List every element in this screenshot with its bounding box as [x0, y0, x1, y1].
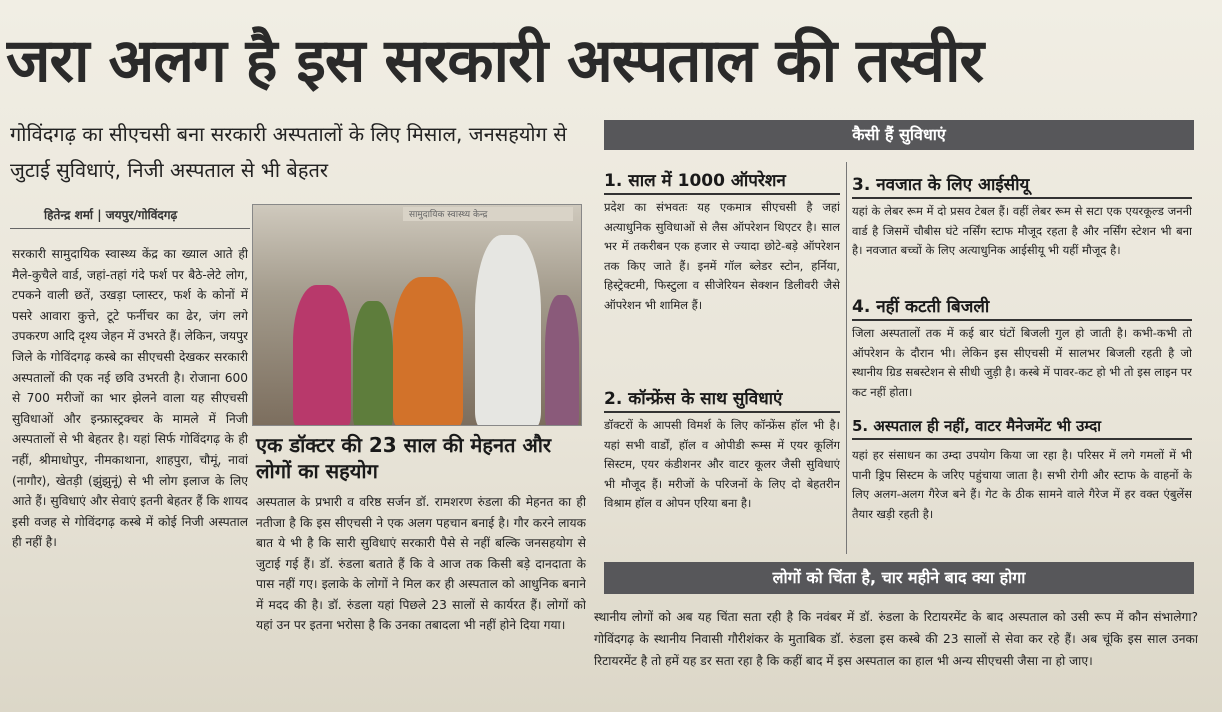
facilities-title-bar: कैसी हैं सुविधाएं [604, 120, 1194, 150]
photo-figure-woman-green [353, 301, 393, 426]
section-3-text: यहां के लेबर रूम में दो प्रसव टेबल हैं। वहीं लेबर रूम से सटा एक एयरकूल्ड जननी वार्ड है जिसमें चौबीस घंटे नर्सिंग स्टाफ मौजूद रहता है और नर्सिंग स्टेशन भी बना है। नवजात बच्चों के लिए अत्याधुनिक आईसीयू भी यहीं मौजूद है। [852, 204, 1192, 258]
section-1-heading: 1. साल में 1000 ऑपरेशन [604, 168, 840, 195]
section-5-text: यहां हर संसाधन का उम्दा उपयोग किया जा रहा है। परिसर में लगे गमलों में भी पानी ड्रिप सिस्टम के जरिए पहुंचाया जाता है। सभी रोगी और स्टाफ के वाहनों के लिए अलग-अलग गैरेज बने हैं। गेट के ठीक सामने वाले गैरेज में हर वक्त एंबुलेंस तैयार खड़ी रहती है। [852, 448, 1192, 521]
news-photo [252, 204, 582, 426]
section-2-text: डॉक्टरों के आपसी विमर्श के लिए कॉन्फ्रेंस हॉल भी है। यहां सभी वार्डों, हॉल व ओपीडी रूम्स में एयर कूलिंग सिस्टम, एयर कंडीशनर और वाटर कूलर जैसी सुविधाएं भी मौजूद हैं। मरीजों के परिजनों के लिए दो बेहतरीन विश्राम हॉल व ओपन एरिया बना है। [604, 418, 840, 511]
worry-title-bar: लोगों को चिंता है, चार महीने बाद क्या होगा [604, 562, 1194, 594]
photo-building-sign: सामुदायिक स्वास्थ्य केन्द्र [403, 207, 573, 221]
byline-divider [10, 228, 250, 229]
section-3-heading: 3. नवजात के लिए आईसीयू [852, 172, 1192, 199]
doctor-story-text: अस्पताल के प्रभारी व वरिष्ठ सर्जन डॉ. रामशरण रुंडला की मेहनत का ही नतीजा है कि इस सीएचसी ने एक अलग पहचान बनाई है। गौर करने लायक बात ये भी है कि सारी सुविधाएं सरकारी पैसे से नहीं बल्कि जनसहयोग से जुटाई गई हैं। डॉ. रुंडला बताते हैं कि वे आज तक किसी बड़े दानदाता के पास नहीं गए। इलाके के लोगों ने मिल कर ही अस्पताल को आधुनिक बनाने में मदद की है। डॉ. रुंडला यहां पिछले 23 सालों से कार्यरत हैं। लोगों को यहां उन पर इतना भरोसा है कि उनका तबादला भी नहीं होने दिया गया। [256, 495, 586, 632]
subheadline: गोविंदगढ़ का सीएचसी बना सरकारी अस्पतालों के लिए मिसाल, जनसहयोग से जुटाई सुविधाएं, निजी अस्पताल से भी बेहतर [10, 122, 567, 182]
section-1-text: प्रदेश का संभवतः यह एकमात्र सीएचसी है जहां अत्याधुनिक सुविधाओं से लैस ऑपरेशन थिएटर है। साल भर में तकरीबन एक हजार से ज्यादा छोटे-बड़े ऑपरेशन तक किए जाते हैं। इनमें गॉल ब्लेडर स्टोन, हर्निया, हिस्ट्रेक्टमी, फिस्टुला व सीजेरियन सेक्शन डिलीवरी जैसे ऑपरेशन भी शामिल हैं। [604, 200, 840, 312]
photo-figure-doctor [475, 235, 541, 426]
byline: हितेन्द्र शर्मा | जयपुर/गोविंदगढ़ [44, 208, 178, 222]
doctor-story-headline: एक डॉक्टर की 23 साल की मेहनत और लोगों का सहयोग [256, 433, 552, 483]
headline: जरा अलग है इस सरकारी अस्पताल की तस्वीर [6, 26, 984, 96]
column-divider [846, 162, 847, 554]
section-4-text: जिला अस्पतालों तक में कई बार घंटों बिजली गुल हो जाती है। कभी-कभी तो ऑपरेशन के दौरान भी। लेकिन इस सीएचसी में सालभर बिजली रहती है जो स्थानीय ग्रिड सबस्टेशन से सीधी जुड़ी है। कस्बे में पावर-कट हो भी तो इस लाइन पर कट नहीं होता। [852, 326, 1192, 399]
section-2-heading: 2. कॉन्फ्रेंस के साथ सुविधाएं [604, 386, 840, 413]
worry-text: स्थानीय लोगों को अब यह चिंता सता रही है कि नवंबर में डॉ. रुंडला के रिटायरमेंट के बाद अस्पताल को उसी रूप में कौन संभालेगा? गोविंदगढ़ के स्थानीय निवासी गौरीशंकर के मुताबिक डॉ. रुंडला इस कस्बे की 23 सालों से सेवा कर रहे हैं। अब चूंकि इस साल उनका रिटायरमेंट है तो हमें यह डर सता रहा है कि कहीं बाद में इस अस्पताल का हाल भी अन्य सीएचसी जैसा ना हो जाए। [594, 610, 1198, 668]
lead-column: सरकारी सामुदायिक स्वास्थ्य केंद्र का ख्याल आते ही मैले-कुचैले वार्ड, जहां-तहां गंदे फर्श पर बैठे-लेटे लोग, टपकने वाली छतें, उखड़ा प्लास्टर, फर्श के कोनों में पसरे आवारा कुत्ते, टूटे फर्नीचर का ढेर, जंग लगे उपकरण आदि दृश्य जेहन में उभरते हैं। लेकिन, जयपुर जिले के गोविंदगढ़ कस्बे का सीएचसी देखकर सरकारी अस्पतालों की एक नई छवि उभरती है। रोजाना 600 से 700 मरीजों का भार झेलने वाला यह सीएचसी सुविधाओं और इन्फ्रास्ट्रक्चर के मामले में निजी अस्पतालों से भी बेहतर है। यहां सिर्फ गोविंदगढ़ के ही नहीं, श्रीमाधोपुर, नीमकाथाना, शाहपुरा, चौमूं, नावां (नागौर), खेतड़ी (झुंझुनूं) से भी लोग इलाज के लिए आते हैं। सुविधाएं और सेवाएं इतनी बेहतर हैं कि शायद इसी वजह से गोविंदगढ़ कस्बे में कोई निजी अस्पताल ही नहीं है। [12, 247, 248, 550]
section-4-heading: 4. नहीं कटती बिजली [852, 294, 1192, 321]
section-5-heading: 5. अस्पताल ही नहीं, वाटर मैनेजमेंट भी उम्दा [852, 416, 1192, 440]
photo-figure-woman-orange [393, 277, 463, 426]
photo-figure-bystander [545, 295, 579, 426]
photo-figure-woman-pink [293, 285, 351, 426]
